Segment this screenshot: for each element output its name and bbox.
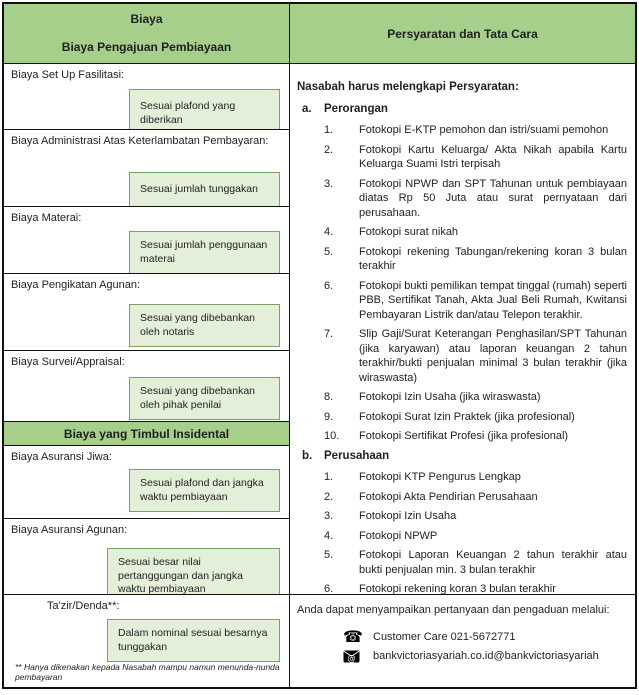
- contact-email-label: bankvictoriasyariah.co.id@bankvictoriasyariah: [373, 650, 599, 662]
- fee-note-box: Sesuai yang dibebankan oleh pihak penilai: [129, 377, 280, 420]
- phone-icon: ☎: [343, 626, 363, 646]
- fee-label: Biaya Asuransi Agunan:: [11, 524, 128, 536]
- fee-note-box: Sesuai yang dibebankan oleh notaris: [129, 304, 280, 347]
- fee-row-materai: [4, 207, 289, 274]
- requirement-item: 10. Fotokopi Sertifikat Profesi (jika profesional): [324, 430, 569, 442]
- svg-text:@: @: [347, 653, 356, 663]
- fee-label: Biaya Asuransi Jiwa:: [11, 451, 112, 463]
- contact-phone-row: [343, 626, 625, 646]
- requirement-item: 1. Fotokopi E-KTP pemohon dan istri/suami pemohon: [324, 124, 609, 136]
- requirement-item: 2. Fotokopi Akta Pendirian Perusahaan: [324, 490, 538, 503]
- section-perusahaan-heading: [297, 449, 627, 464]
- requirement-item: 6. Fotokopi bukti pemilikan tempat tinggal (rumah) seperti PBB, Sertifikat Tanah, Akta Jual Beli Rumah, Kwitansi Pembayaran Listrik dan/atau Telepon terakhir.: [324, 279, 627, 321]
- requirements-body: [290, 64, 635, 595]
- section-perorangan-heading: [297, 102, 627, 117]
- fee-row-asuransi-jiwa: [4, 446, 289, 519]
- contact-intro: Anda dapat menyampaikan pertanyaan dan pengaduan melalui:: [297, 604, 610, 616]
- requirements-column: [290, 4, 635, 687]
- fee-label: Biaya Pengikatan Agunan:: [11, 279, 141, 291]
- section-title: Perusahaan: [324, 449, 390, 462]
- requirements-intro: Nasabah harus melengkapi Persyaratan:: [297, 81, 519, 93]
- contact-section: [290, 595, 635, 687]
- fees-header-title: Biaya: [130, 12, 163, 26]
- contact-phone-label: Customer Care 021-5672771: [373, 630, 516, 643]
- requirement-item: 9. Fotokopi Surat Izin Praktek (jika profesional): [324, 410, 575, 423]
- fee-row-tazir-denda: [4, 595, 289, 687]
- fees-header-subtitle: Biaya Pengajuan Pembiayaan: [61, 40, 232, 54]
- fee-label: Biaya Set Up Fasilitasi:: [11, 69, 125, 81]
- requirements-header-title: Persyaratan dan Tata Cara: [387, 26, 538, 41]
- requirement-item: 2. Fotokopi Kartu Keluarga/ Akta Nikah apabila Kartu Keluarga Suami Istri terpisah: [324, 143, 627, 170]
- requirement-item: 5. Fotokopi rekening Tabungan/rekening koran 3 bulan terakhir: [324, 245, 627, 272]
- contact-email-row: [343, 649, 625, 664]
- fee-note-box: Dalam nominal sesuai besarnya tunggakan: [107, 619, 280, 662]
- fee-row-admin: [4, 130, 289, 207]
- fees-header: [4, 4, 289, 64]
- perorangan-requirements-list: [297, 123, 627, 444]
- fee-row-setup: [4, 64, 289, 130]
- fee-row-pengikatan-agunan: [4, 274, 289, 351]
- fee-label: Biaya Materai:: [11, 212, 82, 224]
- requirement-item: 8. Fotokopi Izin Usaha (jika wiraswasta): [324, 391, 541, 403]
- fee-label: Biaya Survei/Appraisal:: [11, 356, 125, 368]
- section-marker: a.: [302, 102, 312, 115]
- perusahaan-requirements-list: [297, 470, 627, 595]
- fees-and-requirements-table: [2, 2, 637, 689]
- fee-note-box: Sesuai besar nilai pertanggungan dan jangka waktu pembiayaan: [107, 548, 280, 595]
- requirements-header: [290, 4, 635, 64]
- requirement-item: 4. Fotokopi surat nikah: [324, 226, 459, 238]
- requirement-item: 5. Fotokopi Laporan Keuangan 2 tahun terakhir atau bukti penjualan min. 3 bulan terakhir: [324, 549, 627, 576]
- requirement-item: 4. Fotokopi NPWP: [324, 529, 438, 542]
- fee-label: Biaya Administrasi Atas Keterlambatan Pembayaran:: [11, 135, 269, 147]
- tazir-footnote: ** Hanya dikenakan kepada Nasabah mampu namun menunda-nunda pembayaran: [15, 662, 280, 682]
- requirement-item: 3. Fotokopi NPWP dan SPT Tahunan untuk pembiayaan diatas Rp 50 Juta atau surat pernyataan dari perusahaan.: [324, 177, 627, 219]
- section-marker: b.: [302, 449, 313, 462]
- section-title: Perorangan: [324, 102, 388, 115]
- requirement-item: 3. Fotokopi Izin Usaha: [324, 510, 457, 522]
- incidental-fees-header: Biaya yang Timbul Insidental: [4, 422, 289, 446]
- fee-row-survei: [4, 351, 289, 422]
- requirement-item: 7. Slip Gaji/Surat Keterangan Penghasilan/SPT Tahunan (jika karyawan) atau laporan keuangan 2 tahun terakhir/bukti penjualan minimal 3 bulan terakhir (jika wiraswasta): [324, 328, 627, 384]
- fee-row-asuransi-agunan: [4, 519, 289, 595]
- fees-column: [4, 4, 290, 687]
- requirement-item: 1. Fotokopi KTP Pengurus Lengkap: [324, 471, 521, 483]
- fee-label: Ta'zir/Denda**:: [47, 600, 120, 612]
- fee-note-box: Sesuai jumlah penggunaan materai: [129, 231, 280, 274]
- fee-note-box: Sesuai plafond dan jangka waktu pembiayaan: [129, 469, 280, 512]
- email-at-icon: [343, 650, 373, 663]
- fee-note-box: Sesuai jumlah tunggakan: [129, 172, 280, 207]
- fee-note-box: Sesuai plafond yang diberikan: [129, 89, 280, 130]
- requirement-item: 6. Fotokopi rekening koran 3 bulan terakhir: [324, 583, 556, 595]
